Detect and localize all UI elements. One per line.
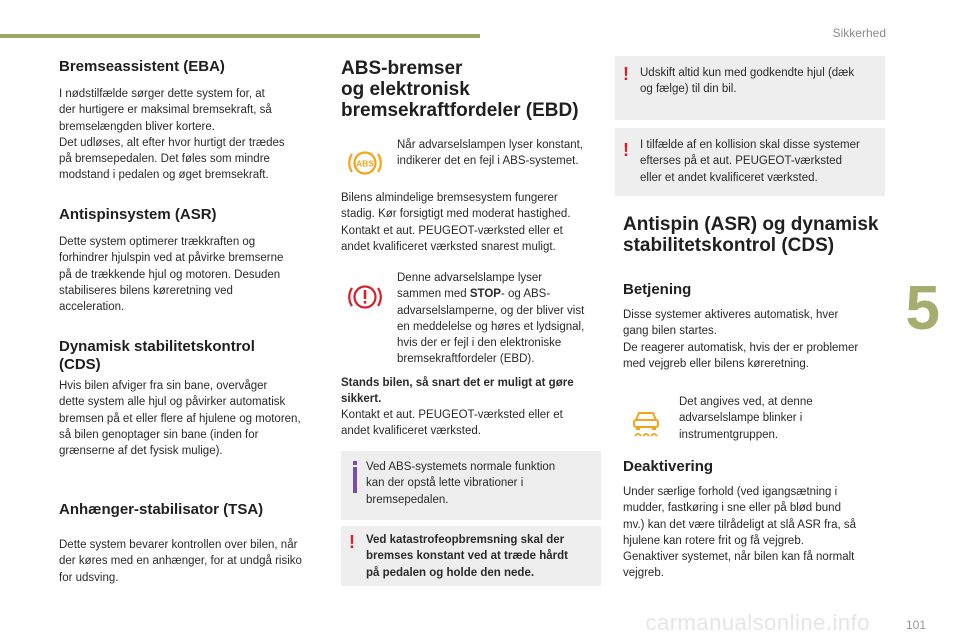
asr-lamp-text: Det angives ved, at denne advarselslampe blinker i instrumentgruppen. bbox=[679, 396, 813, 441]
asr-text: Dette system optimerer trækkraften og forhindrer hjulspin ved at påvirke bremserne på de trækkende hjul og motoren. Desuden stabiliseres bilens køreretning ved acceleration. bbox=[59, 236, 284, 314]
tsa-text: Dette system bevarer kontrollen over bilen, når der køres med en anhænger, for at undgå risiko for udsving. bbox=[59, 539, 302, 584]
info-box-text: Ved ABS-systemets normale funktion kan der opstå lette vibrationer i bremsepedalen. bbox=[366, 461, 556, 506]
eba-heading: Bremseassistent (EBA) bbox=[59, 58, 225, 75]
warning-box-collision-text: I tilfælde af en kollision skal disse systemer efterses på et aut. PEUGEOT-værksted eller et andet kvalificeret værksted. bbox=[640, 139, 860, 184]
top-accent-bar bbox=[0, 34, 480, 38]
stop-lamp-text: Denne advarselslampe lyser sammen med STOP- og ABS- advarselslamperne, og der bliver vist en meddelelse og høres et lydsignal, hvis der er fejl i den elektroniske bremsekraftfordeler (EBD). bbox=[397, 272, 585, 366]
stop-bold-text: Stands bilen, så snart det er muligt at gøre sikkert. bbox=[341, 377, 574, 406]
section-label: Sikkerhed bbox=[832, 26, 886, 40]
eba-text: I nødstilfælde sørger dette system for, at der hurtigere er maksimal bremsekraft, så bremselængden bliver kortere. Det udløses, alt efter hvor hurtigt der trædes på bremsepedalen. Det føles som mindre modstand i pedalen og øget bremsekraft. bbox=[59, 88, 285, 182]
exclamation-icon: ! bbox=[349, 532, 355, 552]
warning-box-wheels-text: Udskift altid kun med godkendte hjul (dæk og fælge) til din bil. bbox=[640, 67, 855, 96]
deaktivering-heading: Deaktivering bbox=[623, 458, 714, 475]
cds-heading: Dynamisk stabilitetskontrol (CDS) bbox=[59, 338, 255, 373]
brake-fault-lamp-icon bbox=[346, 278, 384, 316]
cds-text: Hvis bilen afviger fra sin bane, overvåger dette system alle hjul og påvirker automatisk bremsen på et eller flere af hjulene og motoren, så bilen genoptager sin bane (inden for grænserne af det fysisk mulige). bbox=[59, 380, 301, 458]
warning-box bbox=[341, 526, 601, 586]
deaktivering-text: Under særlige forhold (ved igangsætning i mudder, fastkøring i sne eller på blød bund mv.) kan det være tilrådeligt at slå ASR fra, så hjulene kan rotere frit og få vejgreb. Genaktiver systemet, når bilen kan få normalt vejgreb. bbox=[623, 486, 857, 580]
exclamation-icon: ! bbox=[623, 64, 629, 84]
tsa-heading: Anhænger-stabilisator (TSA) bbox=[59, 501, 264, 518]
abs-lamp-text: Når advarselslampen lyser konstant, indikerer det en fejl i ABS-systemet. bbox=[397, 139, 583, 168]
abs-warning-lamp-icon bbox=[346, 144, 384, 182]
abs-heading: ABS-bremser og elektronisk bremsekraftfordeler (EBD) bbox=[341, 58, 579, 121]
watermark: carmanualsonline.info bbox=[645, 610, 870, 635]
exclamation-icon: ! bbox=[623, 140, 629, 160]
betjening-text: Disse systemer aktiveres automatisk, hver gang bilen startes. De reagerer automatisk, hvis der er problemer med vejgreb eller bilens køreretning. bbox=[623, 309, 859, 370]
skid-car-lamp-icon bbox=[627, 402, 665, 440]
page-number: 101 bbox=[905, 618, 926, 632]
warning-box-wheels bbox=[615, 56, 885, 120]
abs-text: Bilens almindelige bremsesystem fungerer stadig. Kør forsigtigt med moderat hastighed. Kontakt et aut. PEUGEOT-værksted eller et andet kvalificeret værksted snarest muligt. bbox=[341, 192, 571, 253]
info-box bbox=[341, 451, 601, 520]
stop-text: Kontakt et aut. PEUGEOT-værksted eller et andet kvalificeret værksted. bbox=[341, 409, 563, 438]
warning-box-collision bbox=[615, 128, 885, 196]
info-icon bbox=[353, 467, 357, 493]
asr-heading: Antispinsystem (ASR) bbox=[59, 206, 217, 223]
abs-icon-label: ABS bbox=[356, 158, 374, 169]
warning-box-text: Ved katastrofeopbremsning skal der bremses konstant ved at træde hårdt på pedalen og holde den nede. bbox=[366, 534, 568, 579]
betjening-heading: Betjening bbox=[623, 281, 692, 298]
chapter-number: 5 bbox=[905, 274, 940, 343]
asr-cds-heading: Antispin (ASR) og dynamisk stabilitetskontrol (CDS) bbox=[623, 214, 879, 256]
